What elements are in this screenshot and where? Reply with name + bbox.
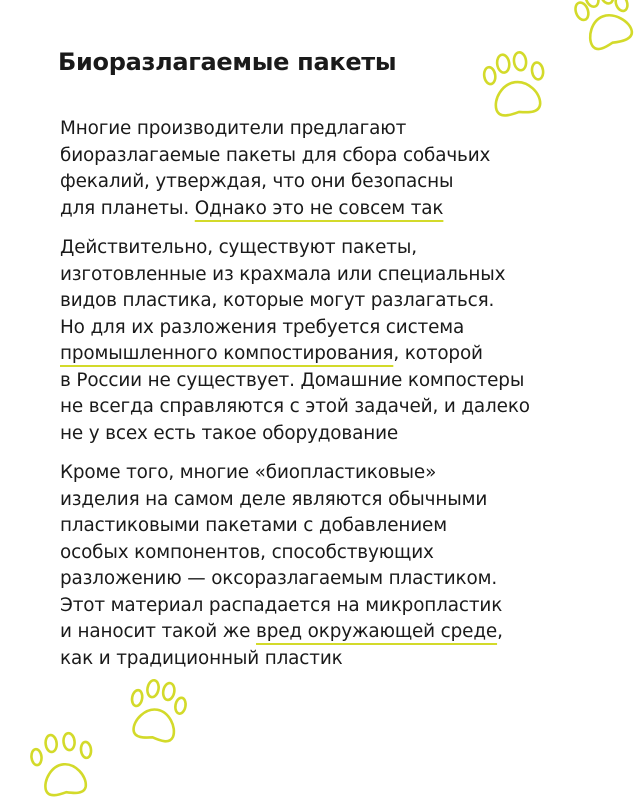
paw-print-icon	[472, 50, 562, 130]
text-line: Действительно, существуют пакеты,	[60, 237, 417, 258]
text-line: для планеты. Однако это не совсем так	[60, 197, 444, 219]
text-line: биоразлагаемые пакеты для сбора собачьих	[60, 144, 491, 166]
highlight-underline: Однако это не совсем так	[194, 197, 444, 219]
paragraph-1	[60, 116, 580, 222]
text-line: особых компонентов, способствующих	[60, 541, 434, 563]
text-line: как и традиционный пластик	[60, 647, 343, 669]
text-line: изделия на самом деле являются обычными	[60, 488, 488, 510]
page-title: Биоразлагаемые пакеты	[58, 48, 397, 76]
text-line: и наносит такой же вред окружающей среде,	[60, 621, 503, 642]
text-line: фекалий, утверждая, что они безопасны	[60, 171, 454, 192]
paragraph-3	[60, 460, 580, 672]
paw-print-icon	[22, 730, 112, 810]
paw-print-icon	[118, 678, 198, 758]
text-line: изготовленные из крахмала или специальных	[60, 263, 506, 285]
paragraph-2	[60, 235, 580, 447]
text-line: Кроме того, многие «биопластиковые»	[60, 462, 437, 483]
text-line: видов пластика, которые могут разлагаться.	[60, 290, 495, 311]
text-line: не всегда справляются с этой задачей, и далеко	[60, 396, 530, 417]
text-line: Этот материал распадается на микропластик	[60, 594, 503, 616]
text-line: Но для их разложения требуется система	[60, 316, 465, 338]
text-line: промышленного компостирования, которой	[60, 343, 483, 364]
text-line: Многие производители предлагают	[60, 118, 407, 139]
highlight-underline: промышленного компостирования	[60, 343, 394, 364]
text-line: не у всех есть такое оборудование	[60, 422, 399, 444]
text-line: разложению — оксоразлагаемым пластиком.	[60, 568, 498, 589]
text-line: пластиковыми пакетами с добавлением	[60, 515, 447, 536]
highlight-underline: вред окружающей среде	[256, 621, 498, 642]
text-line: в России не существует. Домашние компостеры	[60, 369, 525, 391]
paw-print-icon	[565, 0, 640, 62]
